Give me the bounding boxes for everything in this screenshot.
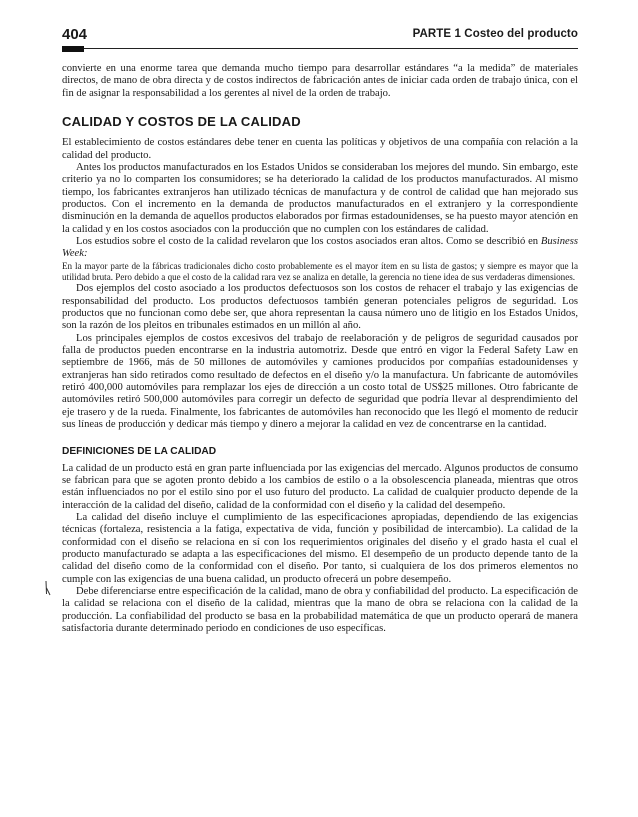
running-head: PARTE 1 Costeo del producto xyxy=(412,28,578,40)
section-paragraph-5: Los principales ejemplos de costos excesivos del trabajo de reelaboración y de peligros de seguridad causados por falla de productos pueden encontrarse en la industria automotriz. Desde que entró en vigor la Federal Safety Law en septiembre de 1966, más de 50 millones de automóviles y camiones producidos por compañías estadounidenses y extranjeras han sido retirados como resultado de defectos en el diseño y/o la manufactura. Un fabricante de automóviles retiró 400,000 automóviles para remplazar los ejes de dirección a un costo total de US$25 millones. Otro fabricante de automóviles retiró 500,000 automóviles para corregir un defecto de seguridad que podría llevar al desprendimiento del eje trasero y de la rueda. Finalmente, los fabricantes de automóviles han reconocido que les llegó el momento de reducir sus líneas de producción y dedicar más tiempo y dinero a mejorar la calidad en vez de concentrarse en la cantidad. xyxy=(62,332,578,430)
header-rule-block xyxy=(62,46,84,52)
page-body xyxy=(62,63,578,636)
section-heading: CALIDAD Y COSTOS DE LA CALIDAD xyxy=(62,114,301,130)
source-name: Business Week: xyxy=(62,236,578,260)
margin-pen-mark xyxy=(44,580,52,596)
intro-paragraph: convierte en una enorme tarea que demanda mucho tiempo para desarrollar estándares “a la medida” de materiales directos, de mano de obra directa y de costos indirectos de fabricación antes de iniciar cada orden de trabajo única, con el fin de asignar la responsabilidad a los gerentes al nivel de la orden de trabajo. xyxy=(62,63,578,99)
subsection-paragraph-3: Debe diferenciarse entre especificación de la calidad, mano de obra y confiabilidad del producto. La especificación de la calidad se relaciona con el diseño de la calidad, mientras que la mano de obra se relaciona con la calidad de la producción. La confiabilidad del producto se basa en la probabilidad matemática de que un producto operará de manera satisfactoria durante determinado periodo en condiciones de uso específicas. xyxy=(62,586,578,635)
subsection-paragraph-2: La calidad del diseño incluye el cumplimiento de las especificaciones apropiadas, dependiendo de las exigencias técnicas (fortaleza, resistencia a la fatiga, expectativa de vida, función y posibilidad de intercambio). La calidad de la conformidad con el diseño se relaciona en sí con los requerimientos originales del diseño y el grado hasta el cual el producto manufacturado se adapta a las especificaciones del mismo. El desempeño de un producto depende tanto de la calidad del diseño como de la conformidad con el diseño. Por tanto, si cualquiera de los dos primeros elementos no cumple con las exigencias de una buena calidad, un producto ofrecerá un pobre desempeño. xyxy=(62,512,578,585)
subsection-heading: DEFINICIONES DE LA CALIDAD xyxy=(62,446,217,458)
page-number: 404 xyxy=(62,26,88,43)
page-header xyxy=(62,26,578,46)
section-paragraph-3 xyxy=(62,236,578,261)
section-paragraph-1: El establecimiento de costos estándares debe tener en cuenta las políticas y objetivos de una compañía con relación a la calidad del producto. xyxy=(62,137,578,161)
section-paragraph-3-text: Los estudios sobre el costo de la calidad revelaron que los costos asociados eran altos. Como se describió en xyxy=(76,236,539,248)
block-quote: En la mayor parte de la fábricas tradicionales dicho costo probablemente es el mayor ítem en su lista de gastos; y siempre es mayor que la utilidad bruta. Pero debido a que el costo de la calidad rara vez se analiza en detalle, la gerencia no tiene idea de sus verdaderas dimensiones. xyxy=(62,260,578,283)
header-rule xyxy=(62,48,578,49)
section-paragraph-4: Dos ejemplos del costo asociado a los productos defectuosos son los costos de rehacer el trabajo y las exigencias de responsabilidad del producto. Los productos defectuosos también generan potenciales peligros de seguridad. Los productos que no funcionan como debe ser, que ahora representan la causa número uno de litigio en los Estados Unidos, son la razón de los pleitos en tribunales estimados en un millón al año. xyxy=(62,283,578,332)
section-paragraph-2: Antes los productos manufacturados en los Estados Unidos se consideraban los mejores del mundo. Sin embargo, este criterio ya no lo comparten los consumidores; se ha deteriorado la calidad de los productos manufacturados. Al mismo tiempo, los fabricantes extranjeros han utilizado técnicas de manufactura y de control de calidad que han mejorado sus productos. Con el incremento en la demanda de productos manufacturados en el extranjero y la correspondiente disminución en la demanda de aquellos productos elaborados por firmas estadounidenses, se ha puesto mayor atención en la calidad y en los costos asociados con la producción que no cumplen con los estándares de calidad. xyxy=(62,162,578,235)
subsection-paragraph-1: La calidad de un producto está en gran parte influenciada por las exigencias del mercado. Algunos productos de consumo se fabrican para que se agoten pronto debido a los cambios de estilo o a la obsolescencia planeada, mientras que otros están influenciados no por el estilo sino por el uso futuro del producto. La calidad de cualquier producto depende de la interacción de la calidad del diseño, calidad de la conformidad con el diseño y la calidad del desempeño. xyxy=(62,462,578,511)
